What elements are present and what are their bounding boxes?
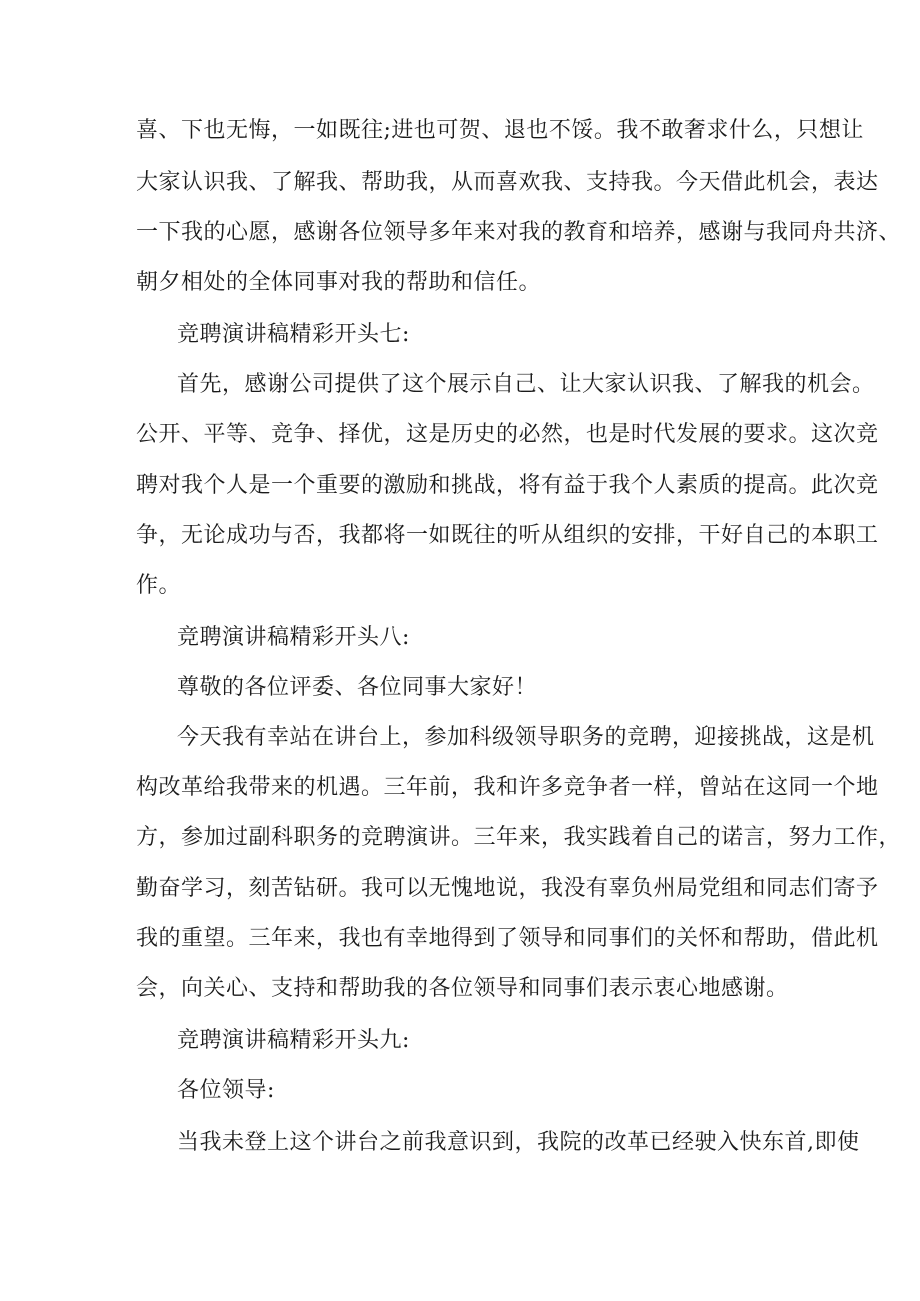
paragraph-line: 聘对我个人是一个重要的激励和挑战，将有益于我个人素质的提高。此次竞 <box>136 473 879 498</box>
paragraph-line: 今天我有幸站在讲台上，参加科级领导职务的竞聘，迎接挑战，这是机 <box>177 725 875 750</box>
paragraph-line: 公开、平等、竞争、择优，这是历史的必然，也是时代发展的要求。这次竞 <box>136 422 879 447</box>
paragraph-line: 朝夕相处的全体同事对我的帮助和信任。 <box>136 270 542 295</box>
section-heading-seven: 竞聘演讲稿精彩开头七: <box>177 322 410 347</box>
paragraph-line: 大家认识我、了解我、帮助我，从而喜欢我、支持我。今天借此机会，表达 <box>136 170 879 195</box>
paragraph-line: 方，参加过副科职务的竞聘演讲。三年来，我实践着自己的诺言，努力工作， <box>136 825 902 850</box>
paragraph-line: 喜、下也无悔，一如既往;进也可贺、退也不馁。我不敢奢求什么，只想让 <box>136 118 864 143</box>
paragraph-line: 会，向关心、支持和帮助我的各位领导和同事们表示衷心地感谢。 <box>136 976 789 1001</box>
greeting-line: 各位领导: <box>177 1078 275 1103</box>
section-heading-eight: 竞聘演讲稿精彩开头八: <box>177 625 410 650</box>
paragraph-line: 构改革给我带来的机遇。三年前，我和许多竞争者一样，曾站在这同一个地 <box>136 775 879 800</box>
paragraph-line: 一下我的心愿，感谢各位领导多年来对我的教育和培养，感谢与我同舟共济、 <box>136 220 902 245</box>
section-heading-nine: 竞聘演讲稿精彩开头九: <box>177 1028 410 1053</box>
paragraph-line: 我的重望。三年来，我也有幸地得到了领导和同事们的关怀和帮助，借此机 <box>136 926 879 951</box>
paragraph-line: 作。 <box>136 573 182 598</box>
greeting-line: 尊敬的各位评委、各位同事大家好！ <box>177 675 538 700</box>
paragraph-line: 当我未登上这个讲台之前我意识到，我院的改革已经驶入快东首,即使 <box>177 1130 860 1155</box>
paragraph-line: 争，无论成功与否，我都将一如既往的听从组织的安排，干好自己的本职工 <box>136 523 879 548</box>
paragraph-line: 首先，感谢公司提供了这个展示自己、让大家认识我、了解我的机会。 <box>177 372 875 397</box>
paragraph-line: 勤奋学习，刻苦钻研。我可以无愧地说，我没有辜负州局党组和同志们寄予 <box>136 876 879 901</box>
